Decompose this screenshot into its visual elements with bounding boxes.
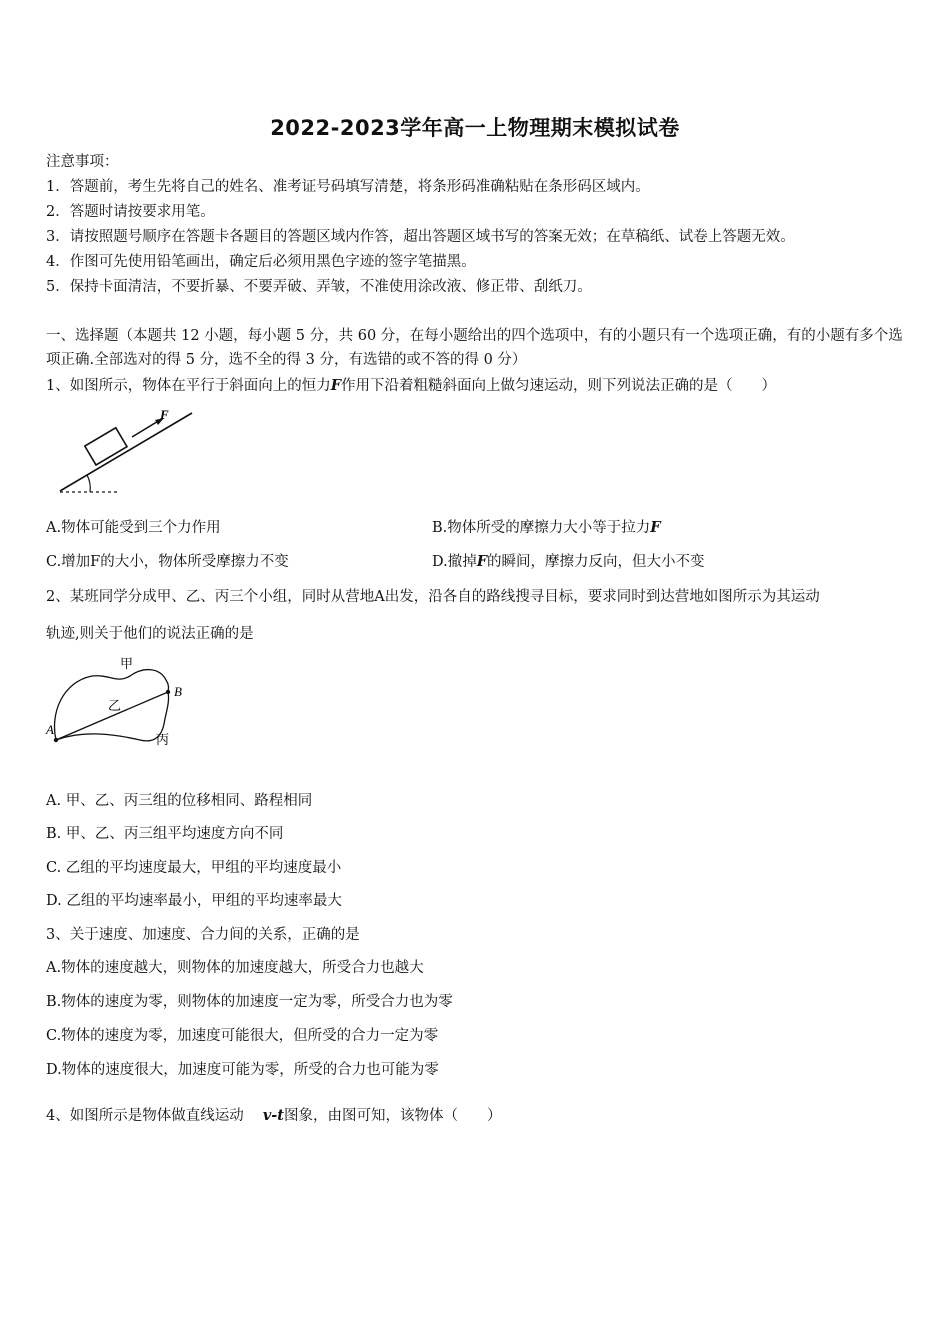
label-jia: 甲	[120, 657, 134, 672]
q4-stem-part1: 4、如图所示是物体做直线运动	[46, 1108, 244, 1124]
label-yi: 乙	[108, 699, 122, 714]
q1-stem-part2: 作用下沿着粗糙斜面向上做匀速运动，则下列说法正确的是（ ）	[341, 378, 777, 394]
q1-option-d	[432, 552, 705, 572]
q3-stem: 3、关于速度、加速度、合力间的关系，正确的是	[46, 927, 360, 943]
label-a: A	[46, 722, 54, 737]
notice-item-5: 5．保持卡面清洁，不要折暴、不要弄破、弄皱，不准使用涂改液、修正带、刮纸刀。	[46, 279, 592, 295]
notice-header: 注意事项：	[46, 154, 119, 170]
q4-stem	[46, 1106, 502, 1126]
trajectory-figure	[44, 654, 194, 752]
q2-option-a: A. 甲、乙、丙三组的位移相同、路程相同	[46, 793, 313, 809]
q3-option-c: C.物体的速度为零，加速度可能很大，但所受的合力一定为零	[46, 1028, 439, 1044]
point-a-dot	[54, 738, 58, 742]
q4-stem-part2: 图象，由图可知，该物体（ ）	[284, 1108, 502, 1124]
section-header: 一、选择题（本题共 12 小题，每小题 5 分，共 60 分，在每小题给出的四个选项中，有的小题只有一个选项正确，有的小题有多个选项正确.全部选对的得 5 分，选不全的得 3 分，有选错的或不答的得 0 分）	[46, 328, 903, 368]
q2-option-d: D. 乙组的平均速率最小，甲组的平均速率最大	[46, 893, 342, 909]
q1-stem	[46, 376, 776, 396]
q3-option-b: B.物体的速度为零，则物体的加速度一定为零，所受合力也为零	[46, 994, 453, 1010]
q2-stem-line2: 轨迹,则关于他们的说法正确的是	[46, 626, 254, 642]
q1-option-c: C.增加F的大小，物体所受摩擦力不变	[46, 554, 289, 570]
force-label: F	[160, 407, 169, 422]
q1-option-a: A.物体可能受到三个力作用	[46, 520, 221, 536]
block	[85, 428, 127, 465]
q2-option-b: B. 甲、乙、丙三组平均速度方向不同	[46, 826, 284, 842]
label-b: B	[174, 684, 182, 699]
label-bing: 丙	[156, 733, 170, 748]
incline-figure	[52, 405, 202, 500]
point-b-dot	[166, 690, 170, 694]
q2-stem-line1: 2、某班同学分成甲、乙、丙三个小组，同时从营地A出发，沿各自的路线搜寻目标，要求同时到达营地如图所示为其运动	[46, 589, 820, 605]
notice-item-1: 1．答题前，考生先将自己的姓名、准考证号码填写清楚，将条形码准确粘贴在条形码区域内。	[46, 179, 650, 195]
q1-option-b-f: F	[650, 519, 661, 536]
notice-item-3: 3．请按照题号顺序在答题卡各题目的答题区域内作答，超出答题区域书写的答案无效；在草稿纸、试卷上答题无效。	[46, 229, 795, 245]
q3-option-a: A.物体的速度越大，则物体的加速度越大，所受合力也越大	[46, 960, 424, 976]
q1-stem-f: F	[330, 377, 342, 394]
q4-stem-vt: v-t	[262, 1107, 284, 1124]
notice-item-2: 2．答题时请按要求用笔。	[46, 204, 215, 220]
incline-surface	[60, 413, 192, 491]
q1-option-d-part2: 的瞬间，摩擦力反向，但大小不变	[487, 554, 705, 570]
q1-option-d-f: F	[476, 553, 488, 570]
q1-option-b-text: B.物体所受的摩擦力大小等于拉力	[432, 520, 651, 536]
q1-option-b	[432, 518, 661, 538]
q2-option-c: C. 乙组的平均速度最大，甲组的平均速度最小	[46, 860, 342, 876]
q3-option-d: D.物体的速度很大，加速度可能为零，所受的合力也可能为零	[46, 1062, 439, 1078]
angle-arc	[87, 475, 90, 492]
notice-item-4: 4．作图可先使用铅笔画出，确定后必须用黑色字迹的签字笔描黑。	[46, 254, 476, 270]
q1-stem-part1: 1、如图所示，物体在平行于斜面向上的恒力	[46, 378, 331, 394]
page-title: 2022-2023学年高一上物理期末模拟试卷	[270, 116, 680, 140]
q1-option-d-part1: D.撤掉	[432, 554, 477, 570]
